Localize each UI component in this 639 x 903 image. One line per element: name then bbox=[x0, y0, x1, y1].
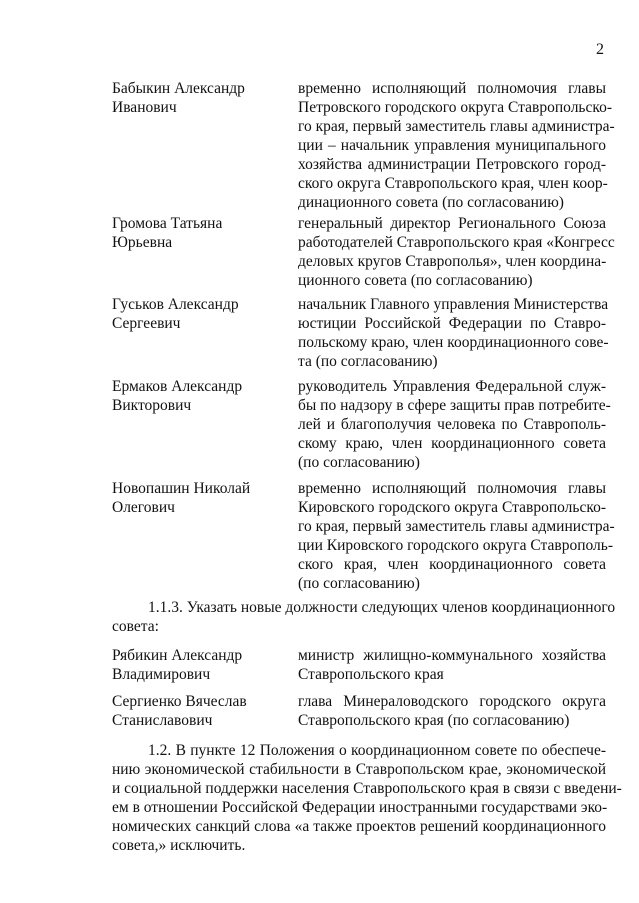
member-position: временно исполняющий полномочия главы Кировского городского округа Ставропольско- го края, первый заместитель главы администра- ции Кировского городского округа Ставрополь- ского края, член координационного совета (по согласованию) bbox=[298, 480, 615, 592]
member-position: руководитель Управления Федеральной служ- бы по надзору в сфере защиты прав потребите- лей и благополучия человека по Ставрополь- скому краю, член координационного совета (по согласованию) bbox=[298, 378, 611, 471]
member-name: Громова Татьяна Юрьевна bbox=[112, 215, 223, 251]
member-name: Ермаков Александр Викторович bbox=[112, 378, 243, 414]
clause-1-2: 1.2. В пункте 12 Положения о координационном совете по обеспече- нию экономической стабильности в Ставропольском крае, экономической и социальной поддержки населения Ставропольского края в связи с введени- ем в отношении Российской Федерации иностранными государствами эко- номических санкций слова «а также проектов решений координационного совета,» исключить. bbox=[112, 742, 622, 854]
member-position: министр жилищно-коммунального хозяйства Ставропольского края bbox=[298, 647, 606, 683]
member-position: генеральный директор Регионального Союза работодателей Ставропольского края «Конгресс деловых кругов Ставрополья», член координа- ционного совета (по согласованию) bbox=[298, 215, 615, 289]
member-position: глава Минераловодского городского округа Ставропольского края (по согласованию) bbox=[298, 693, 606, 729]
clause-1-1-3: 1.1.3. Указать новые должности следующих членов координационного совета: bbox=[112, 599, 616, 635]
member-name: Гуськов Александр Сергеевич bbox=[112, 296, 239, 332]
member-name: Рябикин Александр Владимирович bbox=[112, 647, 243, 683]
member-name: Сергиенко Вячеслав Станиславович bbox=[112, 693, 247, 729]
member-position: начальник Главного управления Министерства юстиции Российской Федерации по Ставро- польскому краю, член координационного сове- та (по согласованию) bbox=[298, 296, 609, 370]
member-name: Бабыкин Александр Иванович bbox=[112, 80, 245, 116]
page-number: 2 bbox=[596, 41, 604, 58]
member-position: временно исполняющий полномочия главы Петровского городского округа Ставропольско- го края, первый заместитель главы администра- ции – начальник управления муниципального хозяйства администрации Петровского город- ского округа Ставропольского края, член коор- динационного совета (по согласованию) bbox=[298, 80, 615, 211]
member-name: Новопашин Николай Олегович bbox=[112, 480, 251, 516]
